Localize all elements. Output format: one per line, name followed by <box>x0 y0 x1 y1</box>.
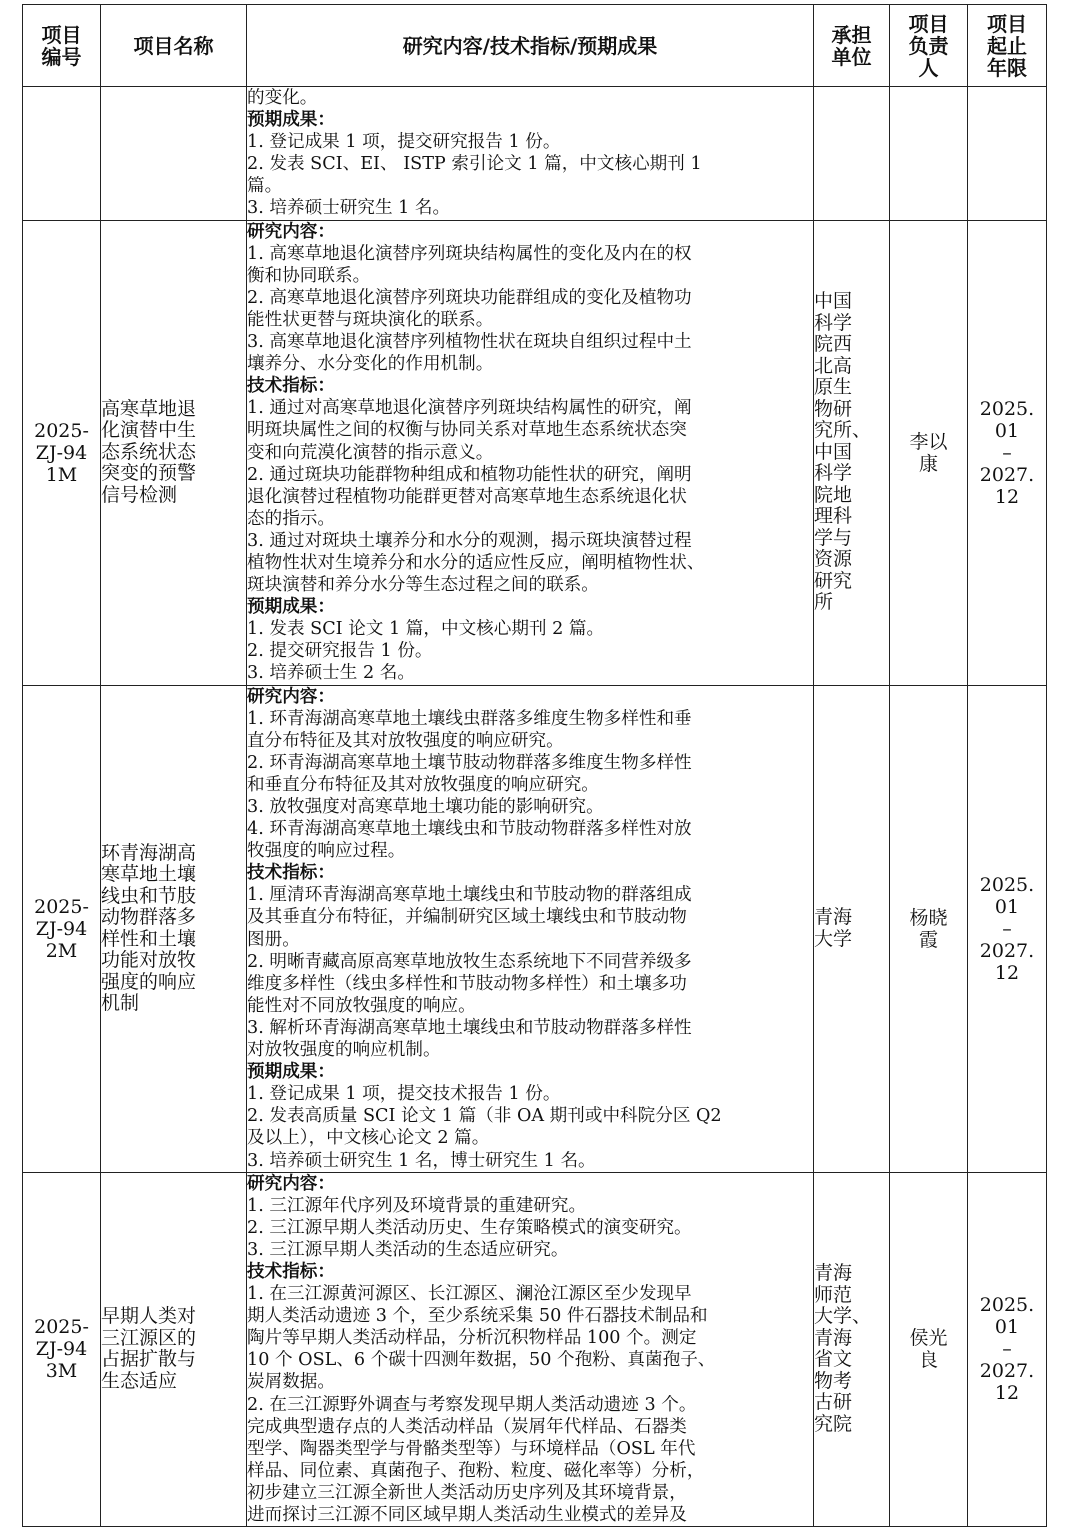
section-heading: 技术指标： <box>247 862 335 884</box>
period-cell <box>968 87 1047 221</box>
content-cell <box>247 87 814 221</box>
project-id-cell <box>23 87 101 221</box>
unit-cell: 青海 大学 <box>814 685 890 1172</box>
content-line: 1. 登记成果 1 项，提交研究报告 1 份。 <box>247 132 561 153</box>
header-unit: 承担 单位 <box>814 5 890 87</box>
unit-cell: 青海 师范 大学、 青海 省文 物考 古研 究院 <box>814 1172 890 1527</box>
project-id-cell: 2025- ZJ-94 2M <box>23 685 101 1172</box>
content-line: 3. 通过对斑块土壤养分和水分的观测，揭示斑块演替过程 植物性状对生境养分和水分的适应性反应，阐明植物性状、 斑块演替和养分水分等生态过程之间的联系。 <box>247 530 705 596</box>
project-name-cell: 环青海湖高 寒草地土壤 线虫和节肢 动物群落多 样性和土壤 功能对放牧 强度的响应 机制 <box>101 685 247 1172</box>
unit-cell <box>814 87 890 221</box>
section-heading: 预期成果： <box>247 596 335 618</box>
content-line: 的变化。 <box>247 88 318 108</box>
content-line: 3. 培养硕士研究生 1 名，博士研究生 1 名。 <box>247 1150 596 1171</box>
project-name-cell <box>101 87 247 221</box>
content-cell <box>247 220 814 685</box>
project-name-cell: 高寒草地退 化演替中生 态系统状态 突变的预警 信号检测 <box>101 220 247 685</box>
content-line: 3. 培养硕士生 2 名。 <box>247 663 415 684</box>
leader-cell: 李以 康 <box>890 220 968 685</box>
leader-cell: 杨晓 霞 <box>890 685 968 1172</box>
content-line: 1. 三江源年代序列及环境背景的重建研究。 <box>247 1195 587 1216</box>
period-cell: 2025. 01 – 2027. 12 <box>968 220 1047 685</box>
header-content: 研究内容/技术指标/预期成果 <box>247 5 814 87</box>
content-line: 3. 高寒草地退化演替序列植物性状在斑块自组织过程中土 壤养分、水分变化的作用机制。 <box>247 332 692 375</box>
project-table <box>22 4 1047 1527</box>
content-line: 2. 高寒草地退化演替序列斑块功能群组成的变化及植物功 能性状更替与斑块演化的联系。 <box>247 287 692 330</box>
section-heading: 预期成果： <box>247 109 335 131</box>
content-cell <box>247 685 814 1172</box>
section-heading: 技术指标： <box>247 1260 335 1282</box>
content-line: 3. 放牧强度对高寒草地土壤功能的影响研究。 <box>247 797 604 817</box>
leader-cell: 侯光 良 <box>890 1172 968 1527</box>
section-heading: 研究内容： <box>247 685 335 707</box>
period-cell: 2025. 01 – 2027. 12 <box>968 1172 1047 1527</box>
section-heading: 技术指标： <box>247 375 335 397</box>
header-leader: 项目 负责 人 <box>890 5 968 87</box>
unit-cell: 中国 科学 院西 北高 原生 物研 究所、 中国 科学 院地 理科 学与 资源 研究 所 <box>814 220 890 685</box>
content-line: 2. 提交研究报告 1 份。 <box>247 641 433 662</box>
content-line: 1. 在三江源黄河源区、长江源区、澜沧江源区至少发现早 期人类活动遗迹 3 个，至少系统采集 50 件石器技术制品和 陶片等早期人类活动样品，分析沉积物样品 100 个。测定 10 个 OSL、6 个碳十四测年数据，50 个孢粉、真菌孢子、 炭屑数据。 <box>247 1284 716 1393</box>
content-line: 3. 培养硕士研究生 1 名。 <box>247 198 451 219</box>
leader-cell <box>890 87 968 221</box>
table-row <box>23 685 1047 1172</box>
header-project-id: 项目 编号 <box>23 5 101 87</box>
section-heading: 预期成果： <box>247 1061 335 1083</box>
header-project-name: 项目名称 <box>101 5 247 87</box>
content-line: 2. 在三江源野外调查与考察发现早期人类活动遗迹 3 个。 完成典型遗存点的人类活动样品（炭屑年代样品、石器类 型学、陶器类型学与骨骼类型等）与环境样品（OSL 年代 样品、同位素、真菌孢子、孢粉、粒度、磁化率等）分析， 初步建立三江源全新世人类活动历史序列及其环境背景， 进而探讨三江源不同区域早期人类活动生业模式的差异及 <box>247 1394 705 1525</box>
content-line: 2. 通过斑块功能群物种组成和植物功能性状的研究，阐明 退化演替过程植物功能群更替对高寒草地生态系统退化状 态的指示。 <box>247 464 692 529</box>
content-cell <box>247 1172 814 1527</box>
content-line: 1. 发表 SCI 论文 1 篇，中文核心期刊 2 篇。 <box>247 619 605 640</box>
project-id-cell: 2025- ZJ-94 1M <box>23 220 101 685</box>
content-line: 2. 发表高质量 SCI 论文 1 篇（非 OA 期刊或中科院分区 Q2 及以上），中文核心论文 2 篇。 <box>247 1106 722 1149</box>
content-line: 3. 三江源早期人类活动的生态适应研究。 <box>247 1239 569 1260</box>
header-period: 项目 起止 年限 <box>968 5 1047 87</box>
content-line: 4. 环青海湖高寒草地土壤线虫和节肢动物群落多样性对放 牧强度的响应过程。 <box>247 819 692 862</box>
period-cell: 2025. 01 – 2027. 12 <box>968 685 1047 1172</box>
table-row <box>23 1172 1047 1527</box>
content-line: 1. 环青海湖高寒草地土壤线虫群落多维度生物多样性和垂 直分布特征及其对放牧强度的响应研究。 <box>247 708 692 751</box>
project-name-cell: 早期人类对 三江源区的 占据扩散与 生态适应 <box>101 1172 247 1527</box>
table-row <box>23 220 1047 685</box>
header-row <box>23 5 1047 87</box>
content-line: 3. 解析环青海湖高寒草地土壤线虫和节肢动物群落多样性 对放牧强度的响应机制。 <box>247 1017 692 1061</box>
content-line: 1. 登记成果 1 项，提交技术报告 1 份。 <box>247 1084 561 1105</box>
content-line: 1. 通过对高寒草地退化演替序列斑块结构属性的研究，阐 明斑块属性之间的权衡与协同关系对草地生态系统状态突 变和向荒漠化演替的指示意义。 <box>247 398 692 463</box>
project-id-cell: 2025- ZJ-94 3M <box>23 1172 101 1527</box>
content-line: 1. 厘清环青海湖高寒草地土壤线虫和节肢动物的群落组成 及其垂直分布特征，并编制研究区域土壤线虫和节肢动物 图册。 <box>247 885 692 950</box>
content-line: 2. 发表 SCI、EI、 ISTP 索引论文 1 篇，中文核心期刊 1 篇。 <box>247 154 702 197</box>
table-row <box>23 87 1047 221</box>
content-line: 2. 明晰青藏高原高寒草地放牧生态系统地下不同营养级多 维度多样性（线虫多样性和节肢动物多样性）和土壤多功 能性对不同放牧强度的响应。 <box>247 951 692 1016</box>
content-line: 1. 高寒草地退化演替序列斑块结构属性的变化及内在的权 衡和协同联系。 <box>247 243 692 286</box>
content-line: 2. 三江源早期人类活动历史、生存策略模式的演变研究。 <box>247 1217 692 1238</box>
section-heading: 研究内容： <box>247 1172 335 1194</box>
content-line: 2. 环青海湖高寒草地土壤节肢动物群落多维度生物多样性 和垂直分布特征及其对放牧强度的响应研究。 <box>247 752 692 795</box>
section-heading: 研究内容： <box>247 220 335 242</box>
